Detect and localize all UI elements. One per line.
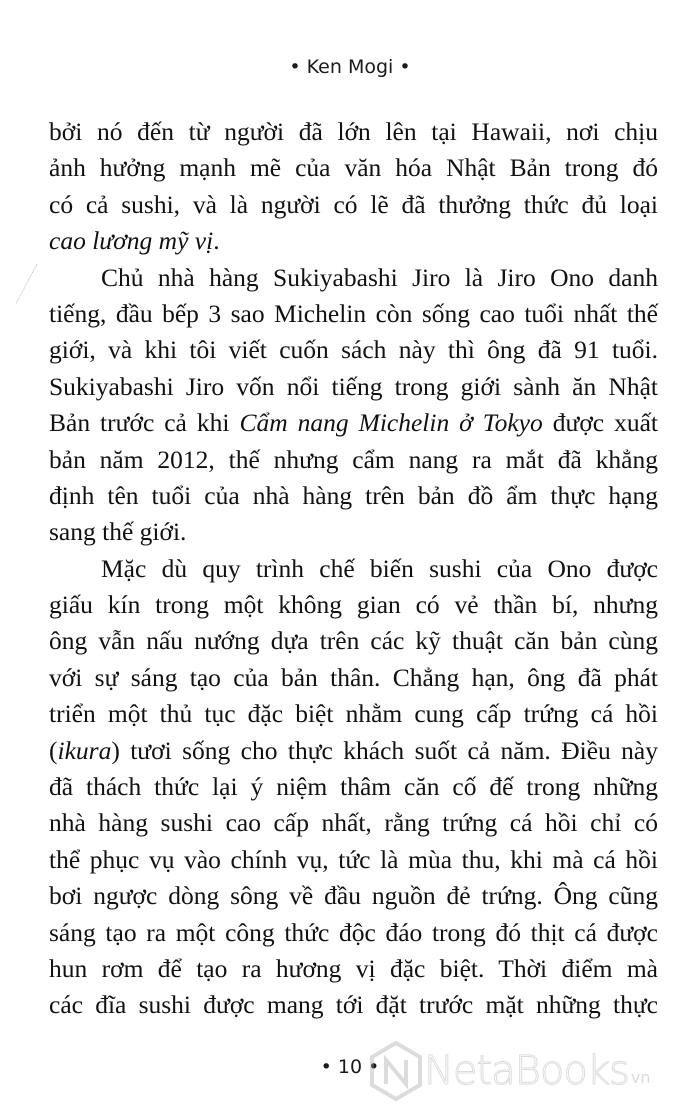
text-segment: định tên tuổi của nhà hàng trên bản đồ ẩm thực hạng — [49, 480, 658, 510]
text-line — [49, 915, 658, 951]
italic-text: cao lương mỹ vị — [49, 226, 214, 256]
text-line — [49, 878, 658, 914]
watermark-brand: NetaBooks — [424, 1048, 629, 1094]
text-segment: tiếng, đầu bếp 3 sao Michelin còn sống cao tuổi nhất thế — [49, 298, 658, 328]
text-segment: giới, và khi tôi viết cuốn sách này thì ông đã 91 tuổi. — [49, 335, 658, 365]
text-segment: có cả sushi, và là người có lẽ đã thưởng thức đủ loại — [49, 189, 658, 219]
watermark — [368, 1040, 650, 1102]
text-segment: đã thách thức lại ý niệm thâm căn cố đế trong những — [49, 772, 658, 802]
italic-text: Cẩm nang Michelin ở Tokyo — [239, 408, 543, 438]
text-segment: được xuất — [542, 408, 659, 438]
italic-text: ikura — [57, 735, 112, 765]
text-segment: ông vẫn nấu nướng dựa trên các kỹ thuật căn bản cùng — [49, 626, 658, 656]
text-line — [49, 442, 658, 478]
text-line — [49, 369, 658, 405]
hexagon-n-logo-icon — [368, 1040, 424, 1102]
page-number: • 10 • — [320, 1056, 380, 1078]
text-line — [49, 696, 658, 732]
text-line — [49, 223, 658, 259]
text-segment: thể phục vụ vào chính vụ, tức là mùa thu, khi mà cá hồi — [49, 844, 658, 874]
text-segment: nhà hàng sushi cao cấp nhất, rằng trứng cá hồi chỉ có — [49, 808, 658, 838]
text-segment: các đĩa sushi được mang tới đặt trước mặt những thực — [49, 990, 658, 1020]
text-segment: bơi ngược dòng sông về đầu nguồn đẻ trứng. Ông cũng — [49, 881, 658, 911]
text-segment: với sự sáng tạo của bản thân. Chẳng hạn, ông đã phát — [49, 662, 658, 692]
text-line — [49, 405, 658, 441]
text-segment: ( — [49, 735, 58, 765]
text-segment: ảnh hưởng mạnh mẽ của văn hóa Nhật Bản trong đó — [49, 153, 658, 183]
text-line — [49, 551, 658, 587]
text-segment: Bản trước cả khi — [49, 408, 240, 438]
text-segment: bản năm 2012, thế nhưng cẩm nang ra mắt đã khẳng — [49, 444, 658, 474]
text-line — [49, 587, 658, 623]
text-segment: Mặc dù quy trình chế biến sushi của Ono được — [101, 553, 658, 583]
running-head-author: • Ken Mogi • — [289, 56, 411, 78]
text-line — [49, 187, 658, 223]
body-text — [49, 114, 658, 1024]
text-line — [49, 842, 658, 878]
text-segment: triển một thủ tục đặc biệt nhằm cung cấp trứng cá hồi — [49, 699, 658, 729]
text-segment: giấu kín trong một không gian có vẻ thần bí, nhưng — [49, 590, 658, 620]
text-line — [49, 951, 658, 987]
text-segment: sáng tạo ra một công thức độc đáo trong đó thịt cá được — [49, 917, 658, 947]
text-line — [49, 332, 658, 368]
text-line — [49, 733, 658, 769]
text-segment: bởi nó đến từ người đã lớn lên tại Hawaii, nơi chịu — [49, 117, 658, 146]
text-segment: Chủ nhà hàng Sukiyabashi Jiro là Jiro Ono danh — [101, 262, 658, 292]
text-segment: hun rơm để tạo ra hương vị đặc biệt. Thời điểm mà — [49, 953, 658, 983]
text-line — [49, 296, 658, 332]
text-line — [49, 805, 658, 841]
watermark-suffix: vn — [630, 1067, 651, 1087]
text-line — [49, 260, 658, 296]
text-line — [49, 478, 658, 514]
text-segment: ) tươi sống cho thực khách suốt cả năm. Điều này — [111, 735, 658, 765]
text-segment: Sukiyabashi Jiro vốn nổi tiếng trong giới sành ăn Nhật — [49, 371, 658, 401]
text-segment: sang thế giới. — [49, 517, 187, 547]
text-line — [49, 114, 658, 150]
scan-artifact-mark — [16, 264, 38, 304]
text-line — [49, 150, 658, 186]
text-line — [49, 623, 658, 659]
text-line — [49, 514, 658, 550]
text-line — [49, 660, 658, 696]
text-line — [49, 769, 658, 805]
text-line — [49, 987, 658, 1023]
text-segment: . — [213, 226, 220, 256]
